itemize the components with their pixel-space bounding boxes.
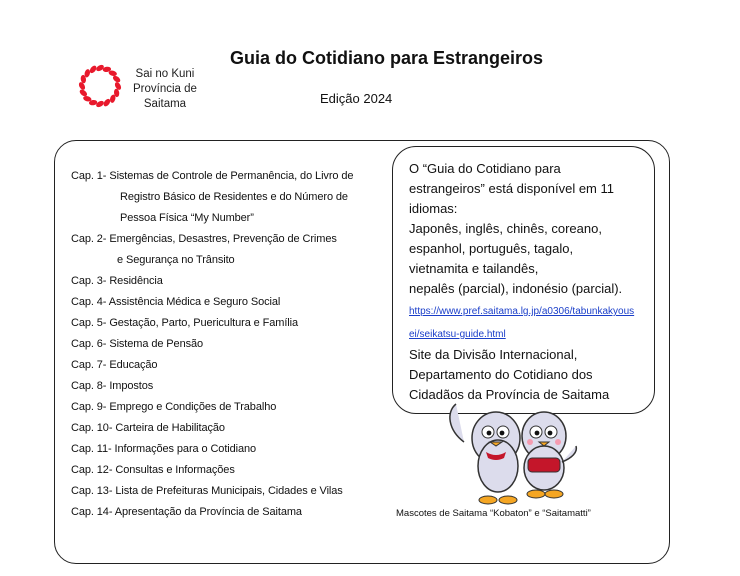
organization-name [133, 67, 197, 112]
chapter-item: Cap. 3- Residência [71, 275, 163, 287]
languages-info: O “Guia do Cotidiano para estrangeiros” está disponível em 11 idiomas: Japonês, inglês, chinês, coreano, espanhol, português, tagalo, vietnamita e tailandês, nepalês (parcial), indonésio (parcial). [409, 161, 623, 296]
kobaton-saitamatti-mascots-icon [440, 402, 590, 508]
chapter-item: Cap. 11- Informações para o Cotidiano [71, 443, 257, 455]
chapter-item: Cap. 6- Sistema de Pensão [71, 338, 204, 350]
org-line: Província de [133, 83, 197, 95]
edition-label: Edição 2024 [320, 91, 393, 106]
chapter-item: Cap. 14- Apresentação da Província de Saitama [71, 506, 302, 518]
chapter-item: Cap. 7- Educação [71, 359, 158, 371]
saitama-prefecture-emblem-icon [74, 60, 126, 112]
chapter-item: Cap. 8- Impostos [71, 380, 154, 392]
guide-link[interactable]: https://www.pref.saitama.lg.jp/a0306/tabunkakyous ei/seikatsu-guide.html [409, 306, 635, 340]
page-title: Guia do Cotidiano para Estrangeiros [230, 48, 544, 68]
chapter-item: Cap. 1- Sistemas de Controle de Permanência, do Livro de Registro Básico de Residentes e do Número de Pessoa Física “My Number” [71, 170, 354, 224]
site-description: Site da Divisão Internacional, Departamento do Cotidiano dos Cidadãos da Província de Saitama [409, 347, 610, 402]
chapter-item: Cap. 4- Assistência Médica e Seguro Social [71, 296, 281, 308]
kobaton-mascot [450, 404, 520, 504]
chapter-item: Cap. 13- Lista de Prefeituras Municipais, Cidades e Vilas [71, 485, 343, 497]
org-line: Saitama [143, 98, 187, 110]
org-line: Sai no Kuni [135, 68, 195, 80]
chapter-item: Cap. 9- Emprego e Condições de Trabalho [71, 401, 277, 413]
chapter-item: Cap. 12- Consultas e Informações [71, 464, 235, 476]
chapter-item: Cap. 10- Carteira de Habilitação [71, 422, 225, 434]
mascot-caption: Mascotes de Saitama “Kobaton” e “Saitamatti” [396, 508, 591, 519]
chapter-item: Cap. 2- Emergências, Desastres, Prevenção de Crimes e Segurança no Trânsito [71, 233, 337, 266]
chapter-item: Cap. 5- Gestação, Parto, Puericultura e Família [71, 317, 299, 329]
chapter-list [71, 166, 371, 523]
saitamatti-mascot [522, 412, 576, 498]
